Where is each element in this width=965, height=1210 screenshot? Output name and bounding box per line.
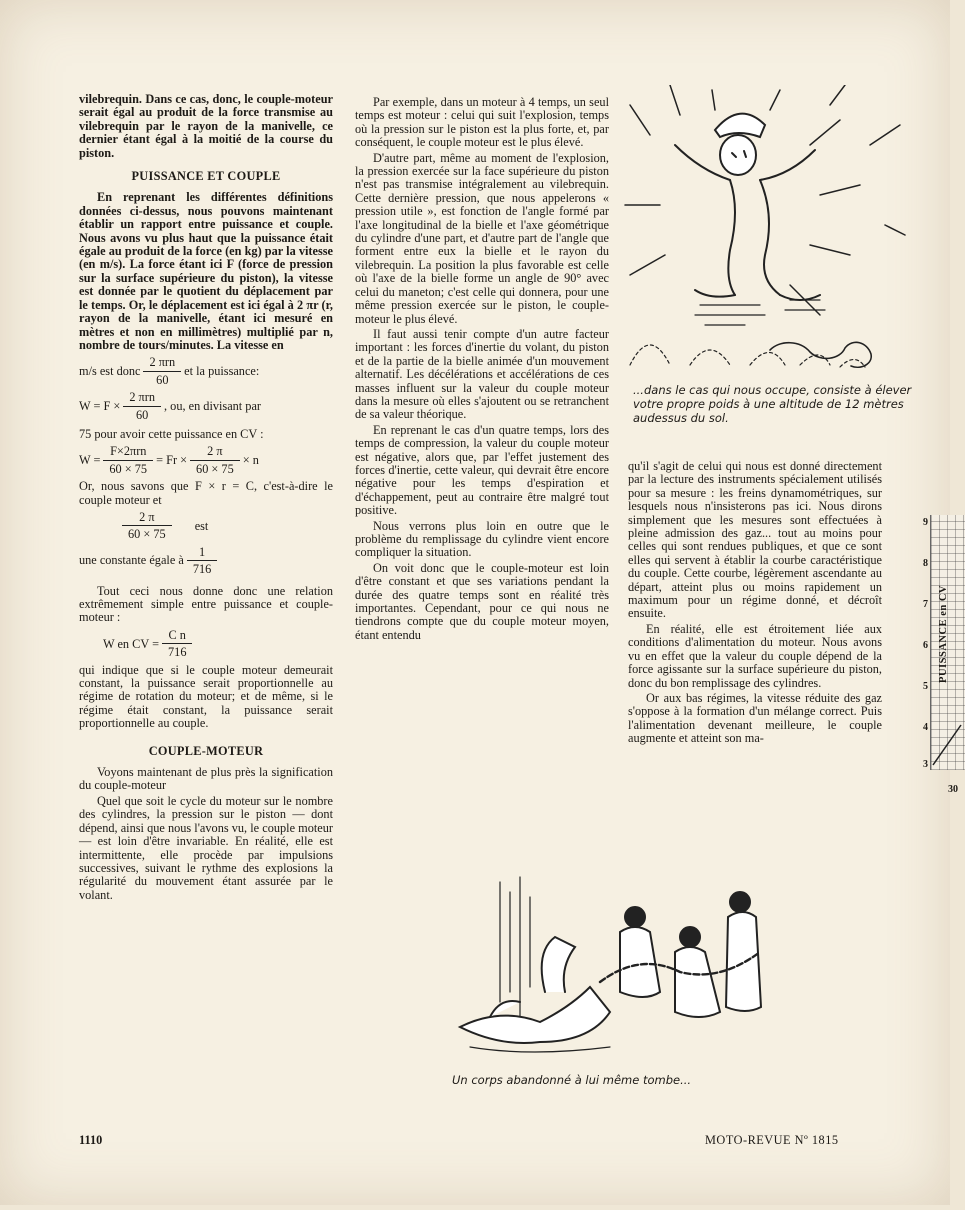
paragraph: qu'il s'agit de celui qui nous est donné directement par la lecture des instruments spécialement utilisés pour sa mesure : les freins dynamométriques, sur lesquels nous n'insisterons pas ici. Nous dirons simplement que les mesures sont effectuées à pleine admission des gaz... tout au moins pour celles qui sont rendues publiques, et que ce sont elles qui servent à établir la courbe caractéristique du couple. Cette courbe, légèrement ascendante au départ, atteint plus ou moins rapidement un maximum pour un régime donné, et décroît ensuite. <box>628 459 882 621</box>
paragraph: En réalité, elle est étroitement liée aux conditions d'alimentation du moteur. Nous avons vu en effet que la valeur du couple dépend de la force agissante sur la surface supérieure du piston, donc du bon remplissage des cylindres. <box>628 621 882 690</box>
formula-constante: $\frac{2 \pi}{60 \times 75}$ est <box>79 511 333 542</box>
paragraph: Voyons maintenant de plus près la signification du couple-moteur <box>79 765 333 793</box>
side-tab-label: PUISSANCE en CV <box>938 585 949 683</box>
paragraph: 75 pour avoir cette puissance en CV : <box>79 426 264 441</box>
section-heading-puissance: PUISSANCE ET COUPLE <box>131 169 281 184</box>
column-3 <box>628 460 882 748</box>
paragraph: On voit donc que le couple-moteur est loin d'être constant et que ses variations pendant la durée des quatre temps sont en réalité très importantes. Cependant, pour ce qui nous ne tiendrons compte que du couple moteur moyen, étant entendu <box>355 560 609 642</box>
paragraph: Or, nous savons que F × r = C, c'est-à-dire le couple moteur et <box>79 479 333 507</box>
cartoon-jumping-man-illustration <box>620 85 910 385</box>
paragraph: En reprenant le cas d'un quatre temps, lors des temps de compression, la valeur du couple moteur est négative, alors que, par l'effet justement des forces d'inertie, cette valeur, qui devrait être encore négative pour les temps d'espiration et d'échappement, peut au contraire être malgré tout positive. <box>355 422 609 518</box>
side-edge-number: 30 <box>948 784 958 795</box>
curve-icon <box>931 515 965 770</box>
paragraph: Par exemple, dans un moteur à 4 temps, un seul temps est moteur : celui qui suit l'explosion, temps où la pression sur le piston est la plus forte, et, par conséquent, le couple moteur est le plus élevé. <box>355 95 609 150</box>
paragraph: Or aux bas régimes, la vitesse réduite des gaz s'oppose à la formation d'un mélange correct. Puis l'alimentation devenant meilleure, le couple augmente et atteint son ma- <box>628 690 882 746</box>
formula-cv: W = $\frac{\text{F×2πrn}}{60 \times 75}$ = Fr × $\frac{2 \pi}{60 \times 75}$ × n <box>79 444 259 476</box>
side-tab-puissance-chart: 9 8 7 6 5 4 3 PUISSANCE en CV <box>930 515 965 770</box>
section-heading-couple: COUPLE-MOTEUR <box>148 743 264 758</box>
paragraph: Il faut aussi tenir compte d'un autre facteur important : les forces d'inertie du volant, du piston et de la partie de la bielle animée d'un mouvement alternatif. Les décélérations et accélérations de ces masses influent sur la valeur du couple moteur dans la mesure où elles s'ajoutent ou se retranchent de sa valeur théorique. <box>355 326 609 422</box>
caption-top-illustration: ...dans le cas qui nous occupe, consiste à élever votre propre poids à une altitude de 12 mètres audessus du sol. <box>633 383 912 425</box>
caption-bottom-illustration: Un corps abandonné à lui même tombe... <box>452 1073 692 1087</box>
page-number: 1110 <box>79 1133 103 1147</box>
formula-716: une constante égale à $\frac{1}{716}$ <box>79 546 333 577</box>
paragraph: qui indique que si le couple moteur demeurait constant, la puissance serait proportionnelle au régime de rotation du moteur; et de même, si le régime était constant, la puissance serait proportionnelle au couple. <box>79 662 333 731</box>
cartoon-soldiers-illustration <box>450 872 790 1072</box>
paragraph: Nous verrons plus loin en outre que le problème du remplissage du cylindre vient encore compliquer la situation. <box>355 518 609 560</box>
formula-vitesse: m/s est donc $\frac{\text{2 πrn}}{60}$ et la puissance: <box>79 355 260 387</box>
column-1 <box>79 93 333 904</box>
column-2 <box>355 96 609 644</box>
magazine-footer: MOTO-REVUE Nº 1815 <box>705 1133 839 1147</box>
formula-puissance: W = F × $\frac{\text{2 πrn}}{60}$ , ou, en divisant par <box>79 390 262 422</box>
paragraph: vilebrequin. Dans ce cas, donc, le couple-moteur serait égal au produit de la force transmise au vilebrequin par le rayon de la manivelle, ce dernier étant égal à la moitié de la course du piston. <box>79 92 333 160</box>
paragraph: D'autre part, même au moment de l'explosion, la pression exercée sur la face supérieure du piston n'est pas transmise intégralement au vilebrequin. Cette dernière pression, que nous appelerons « pression utile », est fonction de l'angle formé par l'axe longitudinal de la bielle et l'axe géométrique du cylindre d'une part, et d'autre part de l'angle que forment entre eux la bielle et le rayon du vilebrequin. La position la plus favorable est celle où l'axe de la bielle forme un angle de 90° avec celui du maneton; c'est celle qui donnera, pour une même pression exercée sur le piston, le couple-moteur le plus élevé. <box>355 150 609 326</box>
formula-w-cv: W en CV = $\frac{\text{C n}}{716}$ <box>79 629 333 660</box>
paragraph: Tout ceci nous donne donc une relation extrêmement simple entre puissance et couple-moteur : <box>79 583 333 625</box>
paragraph: Quel que soit le cycle du moteur sur le nombre des cylindres, la pression sur le piston — dont dépend, ainsi que nous l'avons vu, le couple moteur — est loin d'être invariable. En réalité, elle est intermittente, elle procède par impulsions successives, suivant le rythme des explosions la régularité du mouvement étant assurée par le volant. <box>79 793 333 902</box>
paragraph: En reprenant les différentes définitions données ci-dessus, nous pouvons maintenant établir un rapport entre puissance et couple. Nous avons vu plus haut que la puissance était égale au produit de la force (en kg) par la vitesse (en m/s). La force étant ici F (force de pression sur la surface supérieure du piston), la vitesse est donnée par le quotient du déplacement par le temps. Or, le déplacement est ici égal à 2 πr (r, rayon de la manivelle, étant ici mesuré en mètres et non en millimètres) multiplié par n, nombre de tours/minutes. La vitesse en <box>79 190 333 352</box>
